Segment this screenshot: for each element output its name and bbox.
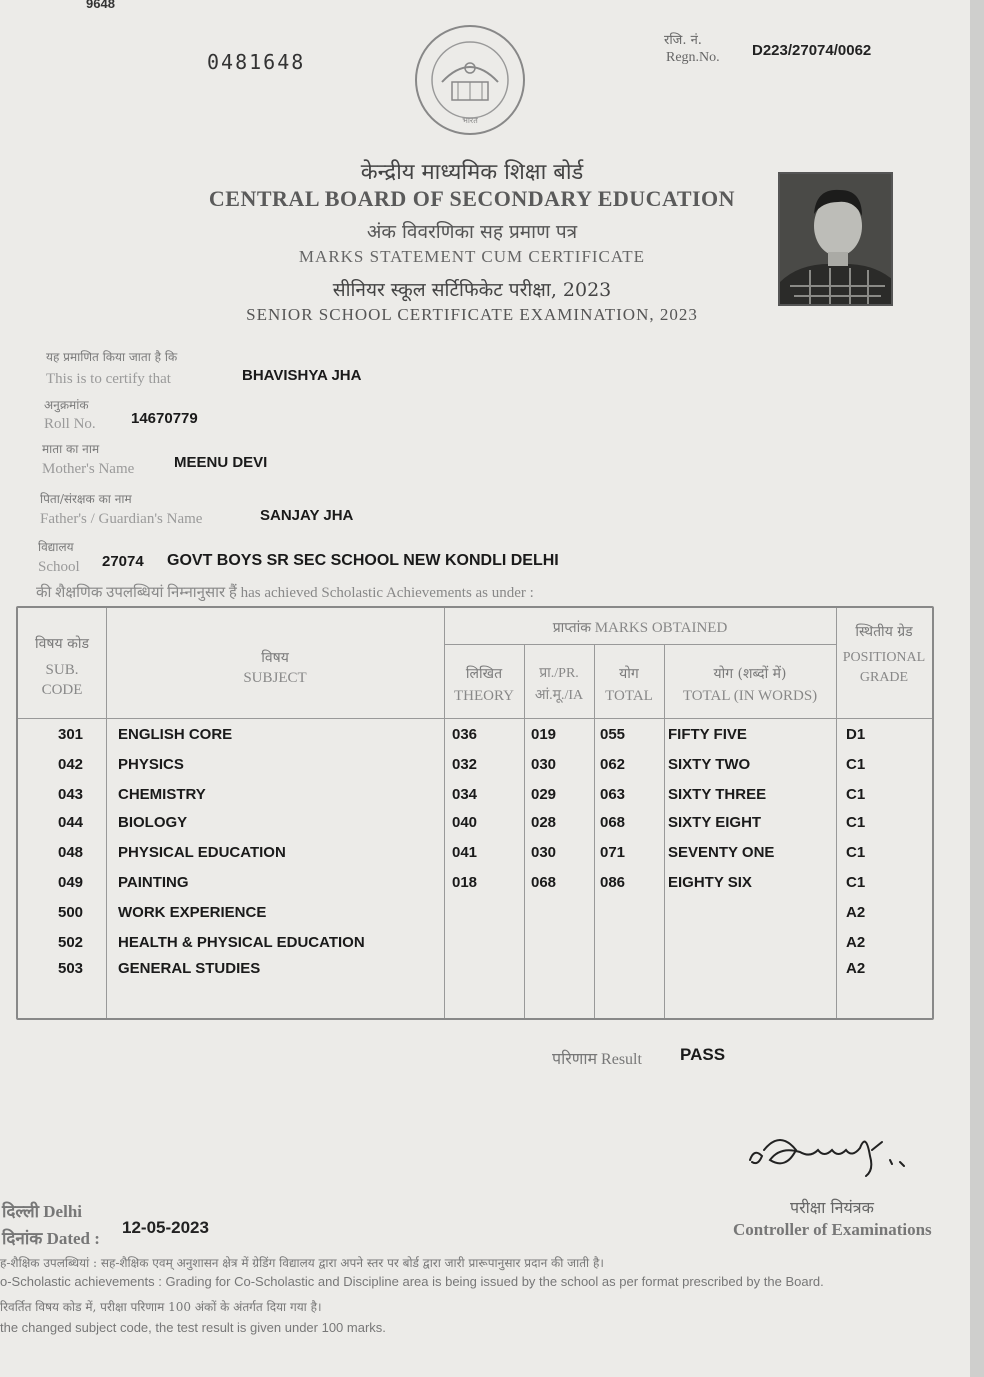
subject-code: 049 (58, 874, 84, 891)
note-coscholastic: o-Scholastic achievements : Grading for Co-Scholastic and Discipline area is being issued by the school as per format prescribed by the Board. (0, 1274, 824, 1289)
roll-label: Roll No. (44, 416, 96, 432)
subject-name: PAINTING (118, 874, 189, 891)
positional-grade: A2 (846, 904, 866, 921)
exam-title: SENIOR SCHOOL CERTIFICATE EXAMINATION, 2023 (246, 305, 698, 324)
school-label: School (38, 559, 80, 575)
total-in-words: SEVENTY ONE (668, 844, 775, 861)
total-marks: 062 (600, 756, 626, 773)
dated-label: दिनांक Dated : (2, 1229, 100, 1248)
theory-marks: 032 (452, 756, 478, 773)
father-label-hindi: पिता/संरक्षक का नाम (40, 492, 132, 506)
subject-code: 048 (58, 844, 84, 861)
result-value: PASS (680, 1045, 726, 1064)
subject-code: 500 (58, 904, 84, 921)
mother-label: Mother's Name (42, 461, 135, 477)
total-in-words: SIXTY EIGHT (668, 814, 762, 831)
certificate-title-hindi: अंक विवरणिका सह प्रमाण पत्र (366, 221, 578, 243)
regn-number: D223/27074/0062 (752, 42, 872, 59)
practical-marks: 068 (531, 874, 557, 891)
certify-label-hindi: यह प्रमाणित किया जाता है कि (46, 350, 178, 364)
subject-code: 503 (58, 960, 84, 977)
theory-marks: 041 (452, 844, 478, 861)
practical-marks: 029 (531, 786, 557, 803)
th-theory: THEORY (454, 688, 514, 704)
school-name: GOVT BOYS SR SEC SCHOOL NEW KONDLI DELHI (167, 552, 559, 569)
issue-date: 12-05-2023 (122, 1218, 209, 1237)
top-tag: 9648 (86, 0, 115, 11)
subject-code: 043 (58, 786, 84, 803)
positional-grade: D1 (846, 726, 866, 743)
emblem-text: भारत (462, 116, 478, 125)
th-marks-hindi: प्राप्तांक (552, 620, 591, 636)
th-grade-2: GRADE (859, 670, 909, 685)
subject-name: WORK EXPERIENCE (118, 904, 267, 921)
th-code-2: CODE (41, 682, 83, 698)
total-marks: 068 (600, 814, 626, 831)
subject-name: PHYSICS (118, 756, 184, 773)
th-subject-hindi: विषय (261, 650, 289, 666)
subject-name: ENGLISH CORE (118, 726, 233, 743)
total-in-words: FIFTY FIVE (668, 726, 747, 743)
th-marks-label: MARKS OBTAINED (594, 620, 728, 636)
th-grade-hindi: स्थितीय ग्रेड (855, 624, 913, 640)
positional-grade: C1 (846, 756, 866, 773)
subject-code: 301 (58, 726, 84, 743)
certificate-title: MARKS STATEMENT CUM CERTIFICATE (298, 247, 646, 266)
regn-label-hindi: रजि. नं. (664, 33, 702, 48)
subject-name: HEALTH & PHYSICAL EDUCATION (118, 934, 365, 951)
mother-name: MEENU DEVI (174, 454, 268, 471)
th-total-hindi: योग (619, 666, 639, 682)
th-code-1: SUB. (45, 662, 79, 678)
th-theory-hindi: लिखित (465, 666, 503, 682)
subject-code: 044 (58, 814, 84, 831)
th-code-hindi: विषय कोड (35, 636, 89, 652)
theory-marks: 018 (452, 874, 478, 891)
practical-marks: 030 (531, 756, 557, 773)
board-name-hindi: केन्द्रीय माध्यमिक शिक्षा बोर्ड (360, 160, 584, 185)
father-label: Father's / Guardian's Name (40, 511, 203, 527)
total-marks: 055 (600, 726, 626, 743)
theory-marks: 040 (452, 814, 478, 831)
school-label-hindi: विद्यालय (38, 540, 74, 554)
th-marks (444, 618, 836, 638)
total-in-words: EIGHTY SIX (668, 874, 752, 891)
practical-marks: 028 (531, 814, 557, 831)
father-name: SANJAY JHA (260, 507, 354, 524)
school-code: 27074 (102, 553, 144, 570)
th-words-hindi: योग (शब्दों में) (713, 666, 787, 682)
th-practical: प्रा./PR. (539, 666, 579, 681)
practical-marks: 030 (531, 844, 557, 861)
student-photo (778, 172, 893, 306)
note-subject-code-hindi: रिवर्तित विषय कोड में, परीक्षा परिणाम 100 अंकों के अंतर्गत दिया गया है। (0, 1300, 322, 1314)
positional-grade: C1 (846, 814, 866, 831)
note-coscholastic-hindi: ह-शैक्षिक उपलब्धियां : सह-शैक्षिक एवम् अनुशासन क्षेत्र में ग्रेडिंग विद्यालय द्वारा अपने स्तर पर बोर्ड द्वारा जारी प्रारूपानुसार प्रदान की जाती है। (0, 1256, 604, 1270)
positional-grade: A2 (846, 934, 866, 951)
practical-marks: 019 (531, 726, 557, 743)
serial-number: 0481648 (207, 50, 306, 74)
cbse-emblem-icon (412, 22, 528, 138)
total-marks: 071 (600, 844, 626, 861)
subject-code: 042 (58, 756, 84, 773)
th-total: TOTAL (605, 688, 653, 704)
achievements-intro: की शैक्षणिक उपलब्धियां निम्नानुसार हैं has achieved Scholastic Achievements as under : (36, 585, 534, 601)
roll-number: 14670779 (131, 410, 198, 427)
exam-title-hindi: सीनियर स्कूल सर्टिफिकेट परीक्षा, 2023 (332, 279, 612, 301)
th-words: TOTAL (IN WORDS) (682, 688, 818, 704)
subject-name: PHYSICAL EDUCATION (118, 844, 286, 861)
th-grade-1: POSITIONAL (842, 650, 926, 665)
total-in-words: SIXTY TWO (668, 756, 751, 773)
subject-name: BIOLOGY (118, 814, 188, 831)
positional-grade: C1 (846, 844, 866, 861)
controller-title-hindi: परीक्षा नियंत्रक (790, 1198, 874, 1217)
positional-grade: C1 (846, 786, 866, 803)
mother-label-hindi: माता का नाम (42, 442, 100, 456)
positional-grade: A2 (846, 960, 866, 977)
subject-name: GENERAL STUDIES (118, 960, 261, 977)
controller-title: Controller of Examinations (733, 1220, 932, 1239)
theory-marks: 034 (452, 786, 478, 803)
marks-table (16, 606, 934, 1020)
th-subject: SUBJECT (243, 670, 307, 686)
place: दिल्ली Delhi (2, 1202, 82, 1221)
student-name: BHAVISHYA JHA (242, 367, 362, 384)
controller-signature (740, 1120, 920, 1190)
total-in-words: SIXTY THREE (668, 786, 767, 803)
total-marks: 086 (600, 874, 626, 891)
roll-label-hindi: अनुक्रमांक (44, 398, 89, 412)
note-subject-code: the changed subject code, the test result is given under 100 marks. (0, 1320, 386, 1335)
subject-name: CHEMISTRY (118, 786, 206, 803)
result-label: परिणाम Result (552, 1051, 642, 1068)
positional-grade: C1 (846, 874, 866, 891)
th-internal: आं.मू./IA (534, 688, 584, 703)
board-name: CENTRAL BOARD OF SECONDARY EDUCATION (208, 186, 736, 211)
theory-marks: 036 (452, 726, 478, 743)
regn-label: Regn.No. (666, 50, 720, 65)
certify-label: This is to certify that (46, 371, 171, 387)
subject-code: 502 (58, 934, 84, 951)
total-marks: 063 (600, 786, 626, 803)
